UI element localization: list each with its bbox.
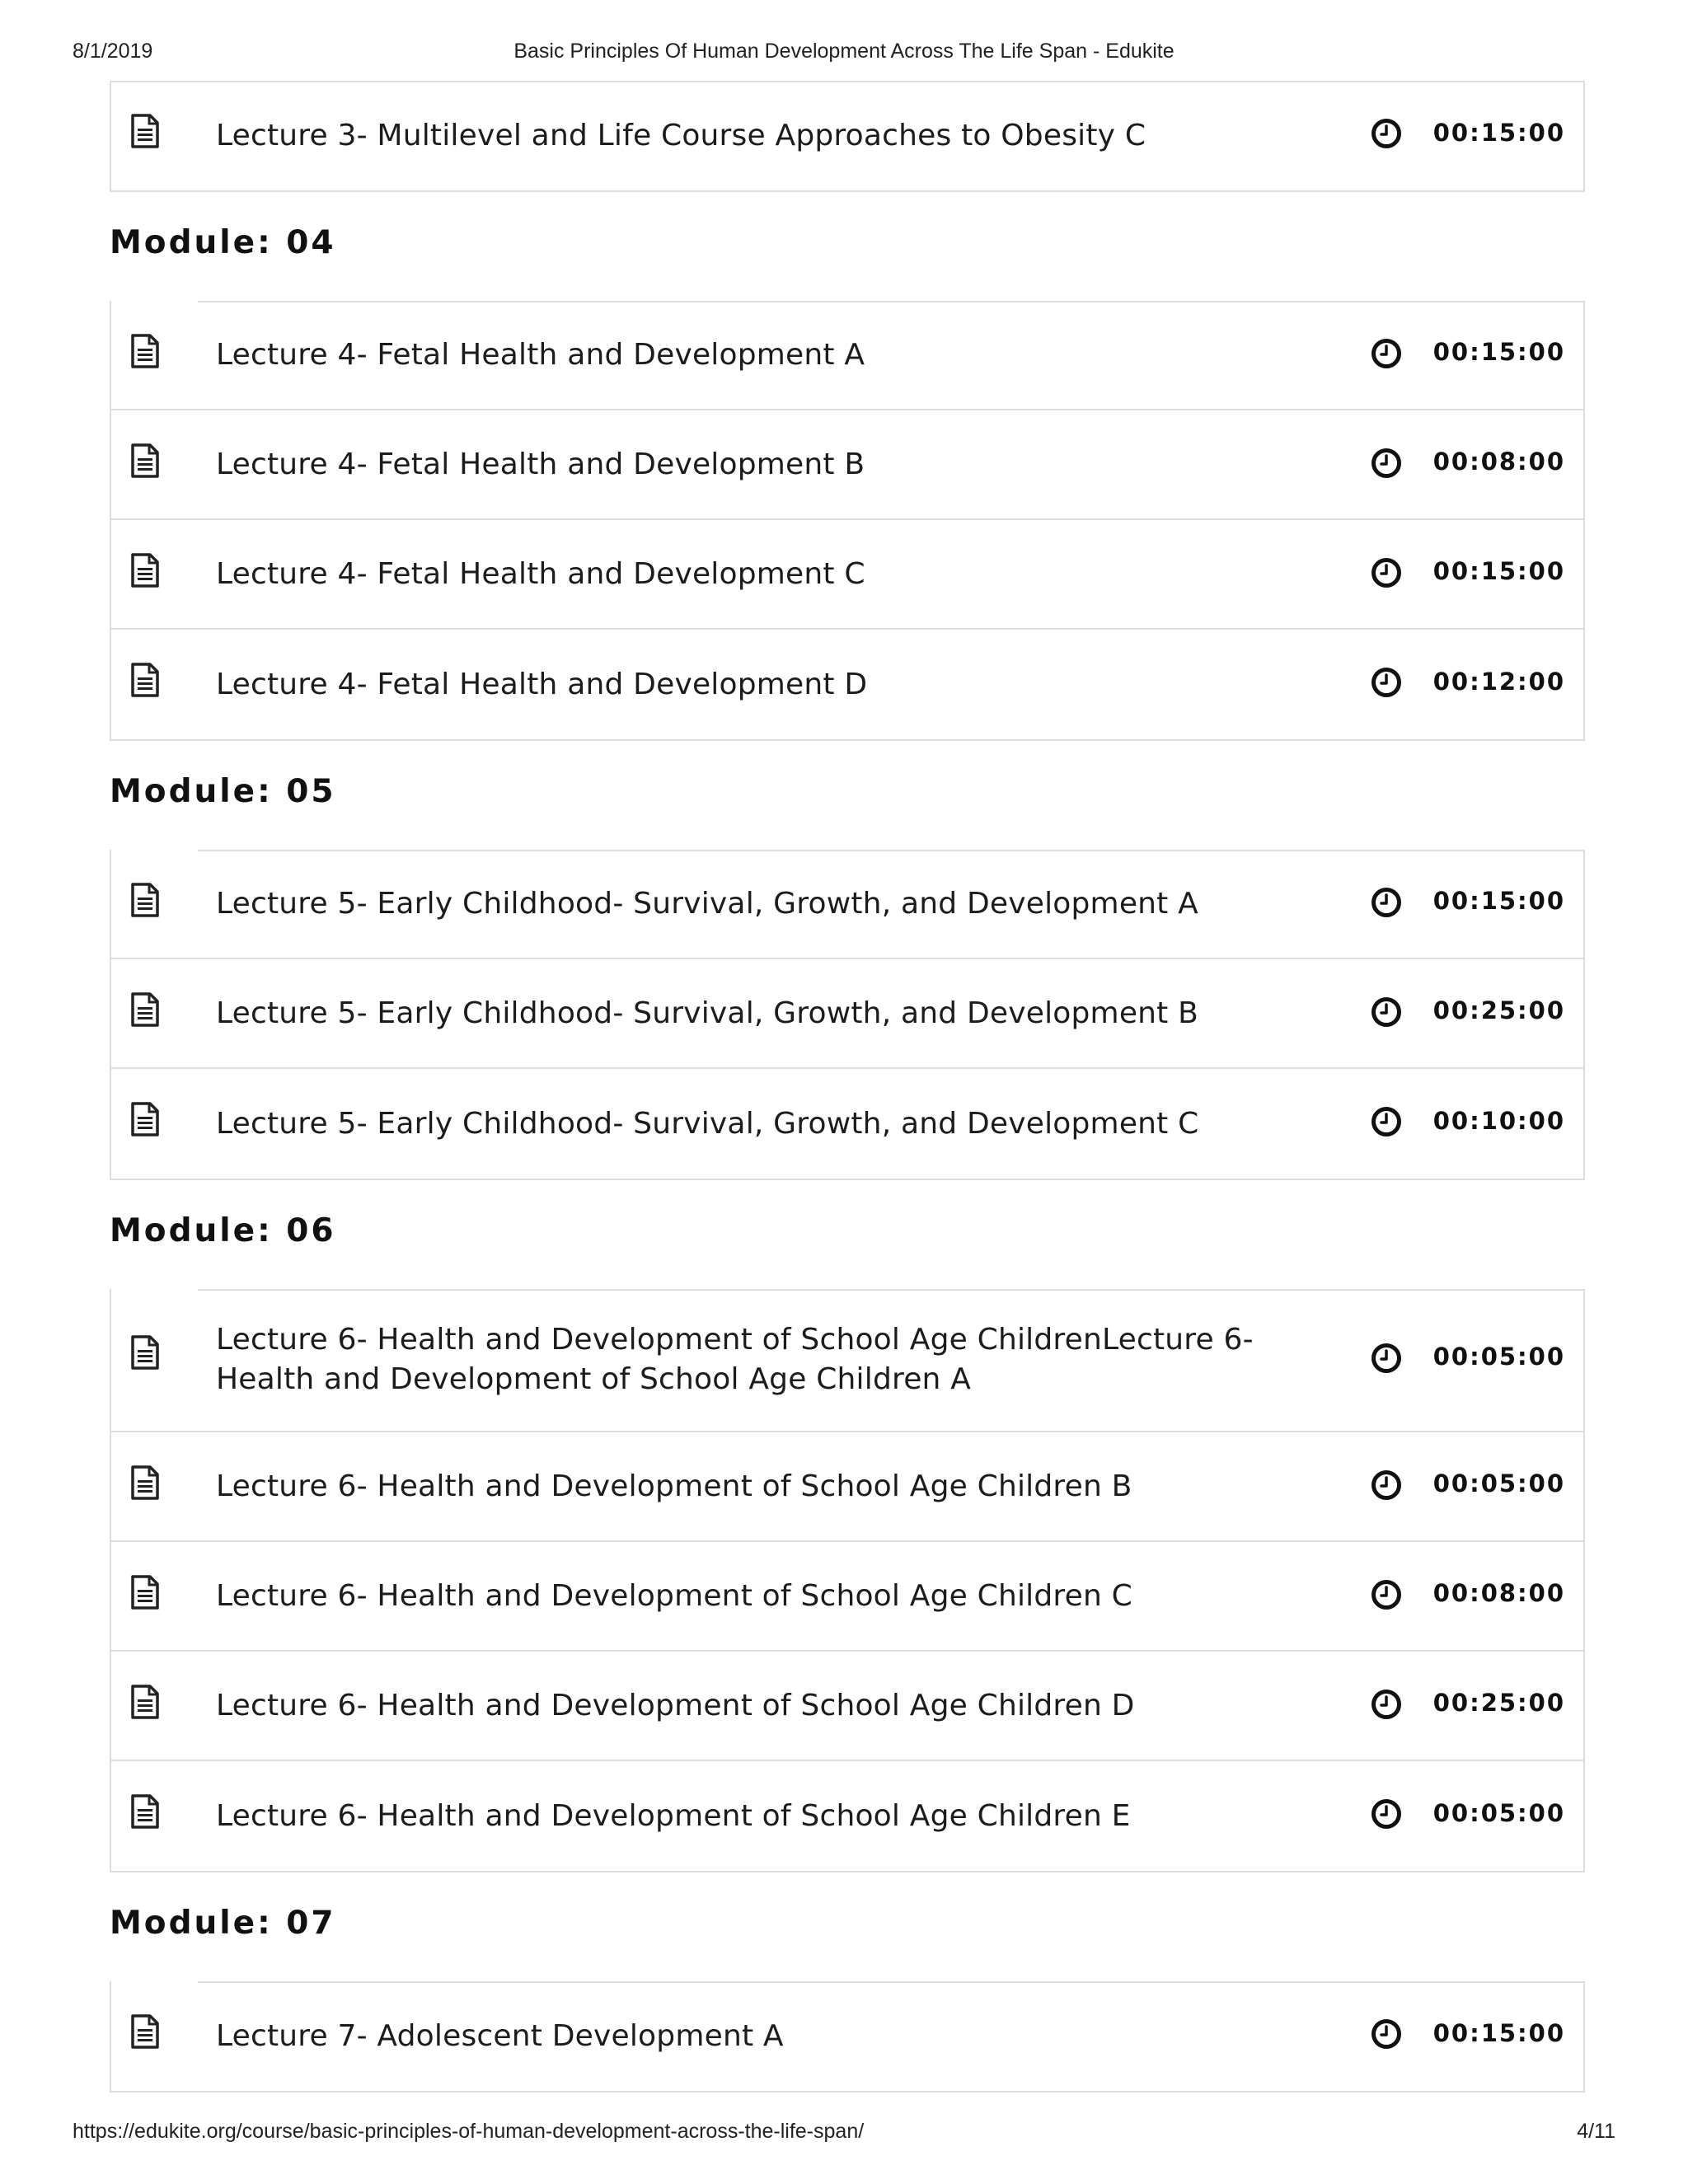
- lecture-row[interactable]: [111, 1981, 1583, 2091]
- lecture-title[interactable]: Lecture 5- Early Childhood- Survival, Growth, and Development C: [216, 1106, 1199, 1141]
- lecture-duration: 00:05:00: [1432, 1343, 1565, 1371]
- lecture-duration: 00:15:00: [1432, 886, 1565, 915]
- curriculum-content: [110, 81, 1585, 2093]
- lecture-title[interactable]: Lecture 6- Health and Development of School Age Children E: [216, 1798, 1131, 1833]
- lecture-row[interactable]: [111, 959, 1583, 1069]
- module-heading: Module: 05: [110, 773, 336, 810]
- page-number: 4/11: [1577, 2120, 1615, 2143]
- clock-icon: [1370, 1578, 1403, 1611]
- clock-icon: [1370, 556, 1403, 589]
- clock-icon: [1370, 1105, 1403, 1138]
- lecture-list: [110, 301, 1585, 741]
- lecture-row[interactable]: [111, 520, 1583, 630]
- lecture-list: [110, 1981, 1585, 2093]
- module-heading: Module: 07: [110, 1905, 336, 1942]
- lecture-duration: 00:15:00: [1432, 2018, 1565, 2047]
- clock-icon: [1370, 666, 1403, 699]
- lecture-duration: 00:05:00: [1432, 1798, 1565, 1827]
- lecture-list: [110, 1289, 1585, 1872]
- lecture-title[interactable]: Lecture 4- Fetal Health and Development B: [216, 447, 865, 481]
- lecture-row[interactable]: [111, 1652, 1583, 1761]
- document-icon: [130, 553, 160, 588]
- document-icon: [130, 114, 160, 148]
- lecture-title[interactable]: Lecture 4- Fetal Health and Development A: [216, 337, 865, 372]
- lecture-title[interactable]: Lecture 5- Early Childhood- Survival, Growth, and Development B: [216, 996, 1199, 1030]
- module-heading: Module: 04: [110, 224, 336, 261]
- lecture-row[interactable]: [111, 1289, 1583, 1432]
- lecture-duration: 00:15:00: [1432, 556, 1565, 585]
- lecture-title[interactable]: Lecture 4- Fetal Health and Development D: [216, 667, 868, 701]
- lecture-row[interactable]: [111, 81, 1583, 190]
- lecture-duration: 00:08:00: [1432, 1578, 1565, 1607]
- clock-icon: [1370, 996, 1403, 1029]
- lecture-title[interactable]: Lecture 6- Health and Development of School Age Children B: [216, 1469, 1132, 1503]
- document-icon: [130, 2014, 160, 2049]
- lecture-row[interactable]: [111, 1542, 1583, 1652]
- document-icon: [130, 1102, 160, 1137]
- clock-icon: [1370, 447, 1403, 480]
- document-icon: [130, 992, 160, 1027]
- document-icon: [130, 1685, 160, 1719]
- lecture-list: [110, 850, 1585, 1180]
- lecture-row[interactable]: [111, 410, 1583, 520]
- lecture-title[interactable]: Lecture 6- Health and Development of School Age ChildrenLecture 6- Health and Development of School Age Children A: [216, 1323, 1254, 1396]
- document-icon: [130, 1575, 160, 1610]
- lecture-duration: 00:08:00: [1432, 447, 1565, 476]
- lecture-row[interactable]: [111, 301, 1583, 410]
- document-icon: [130, 1335, 160, 1370]
- clock-icon: [1370, 1469, 1403, 1502]
- lecture-row[interactable]: [111, 630, 1583, 739]
- lecture-title[interactable]: Lecture 7- Adolescent Development A: [216, 2018, 784, 2053]
- lecture-title[interactable]: Lecture 6- Health and Development of School Age Children D: [216, 1688, 1135, 1722]
- clock-icon: [1370, 117, 1403, 150]
- clock-icon: [1370, 1342, 1403, 1375]
- clock-icon: [1370, 337, 1403, 370]
- lecture-duration: 00:12:00: [1432, 667, 1565, 696]
- lecture-duration: 00:05:00: [1432, 1469, 1565, 1497]
- clock-icon: [1370, 886, 1403, 919]
- lecture-duration: 00:15:00: [1432, 118, 1565, 147]
- print-footer: [73, 2120, 1615, 2149]
- document-icon: [130, 883, 160, 917]
- print-date: 8/1/2019: [73, 40, 153, 63]
- document-icon: [130, 443, 160, 478]
- lecture-list: [110, 81, 1585, 192]
- lecture-title[interactable]: Lecture 3- Multilevel and Life Course Approaches to Obesity C: [216, 118, 1146, 152]
- lecture-duration: 00:25:00: [1432, 1688, 1565, 1717]
- lecture-row[interactable]: [111, 850, 1583, 959]
- module-heading: Module: 06: [110, 1212, 336, 1249]
- lecture-title[interactable]: Lecture 4- Fetal Health and Development C: [216, 556, 865, 591]
- document-icon: [130, 1465, 160, 1500]
- clock-icon: [1370, 1688, 1403, 1721]
- print-header: [73, 40, 1615, 69]
- document-icon: [130, 663, 160, 697]
- lecture-duration: 00:10:00: [1432, 1106, 1565, 1135]
- lecture-row[interactable]: [111, 1761, 1583, 1871]
- document-icon: [130, 334, 160, 368]
- print-page-title: Basic Principles Of Human Development Across The Life Span - Edukite: [513, 40, 1175, 63]
- lecture-title[interactable]: Lecture 5- Early Childhood- Survival, Growth, and Development A: [216, 886, 1198, 921]
- lecture-title[interactable]: Lecture 6- Health and Development of School Age Children C: [216, 1578, 1132, 1613]
- print-url[interactable]: https://edukite.org/course/basic-principles-of-human-development-across-the-life-span/: [73, 2120, 865, 2143]
- lecture-row[interactable]: [111, 1432, 1583, 1542]
- lecture-row[interactable]: [111, 1069, 1583, 1179]
- clock-icon: [1370, 1797, 1403, 1830]
- lecture-duration: 00:15:00: [1432, 337, 1565, 366]
- lecture-duration: 00:25:00: [1432, 996, 1565, 1024]
- document-icon: [130, 1794, 160, 1829]
- clock-icon: [1370, 2018, 1403, 2050]
